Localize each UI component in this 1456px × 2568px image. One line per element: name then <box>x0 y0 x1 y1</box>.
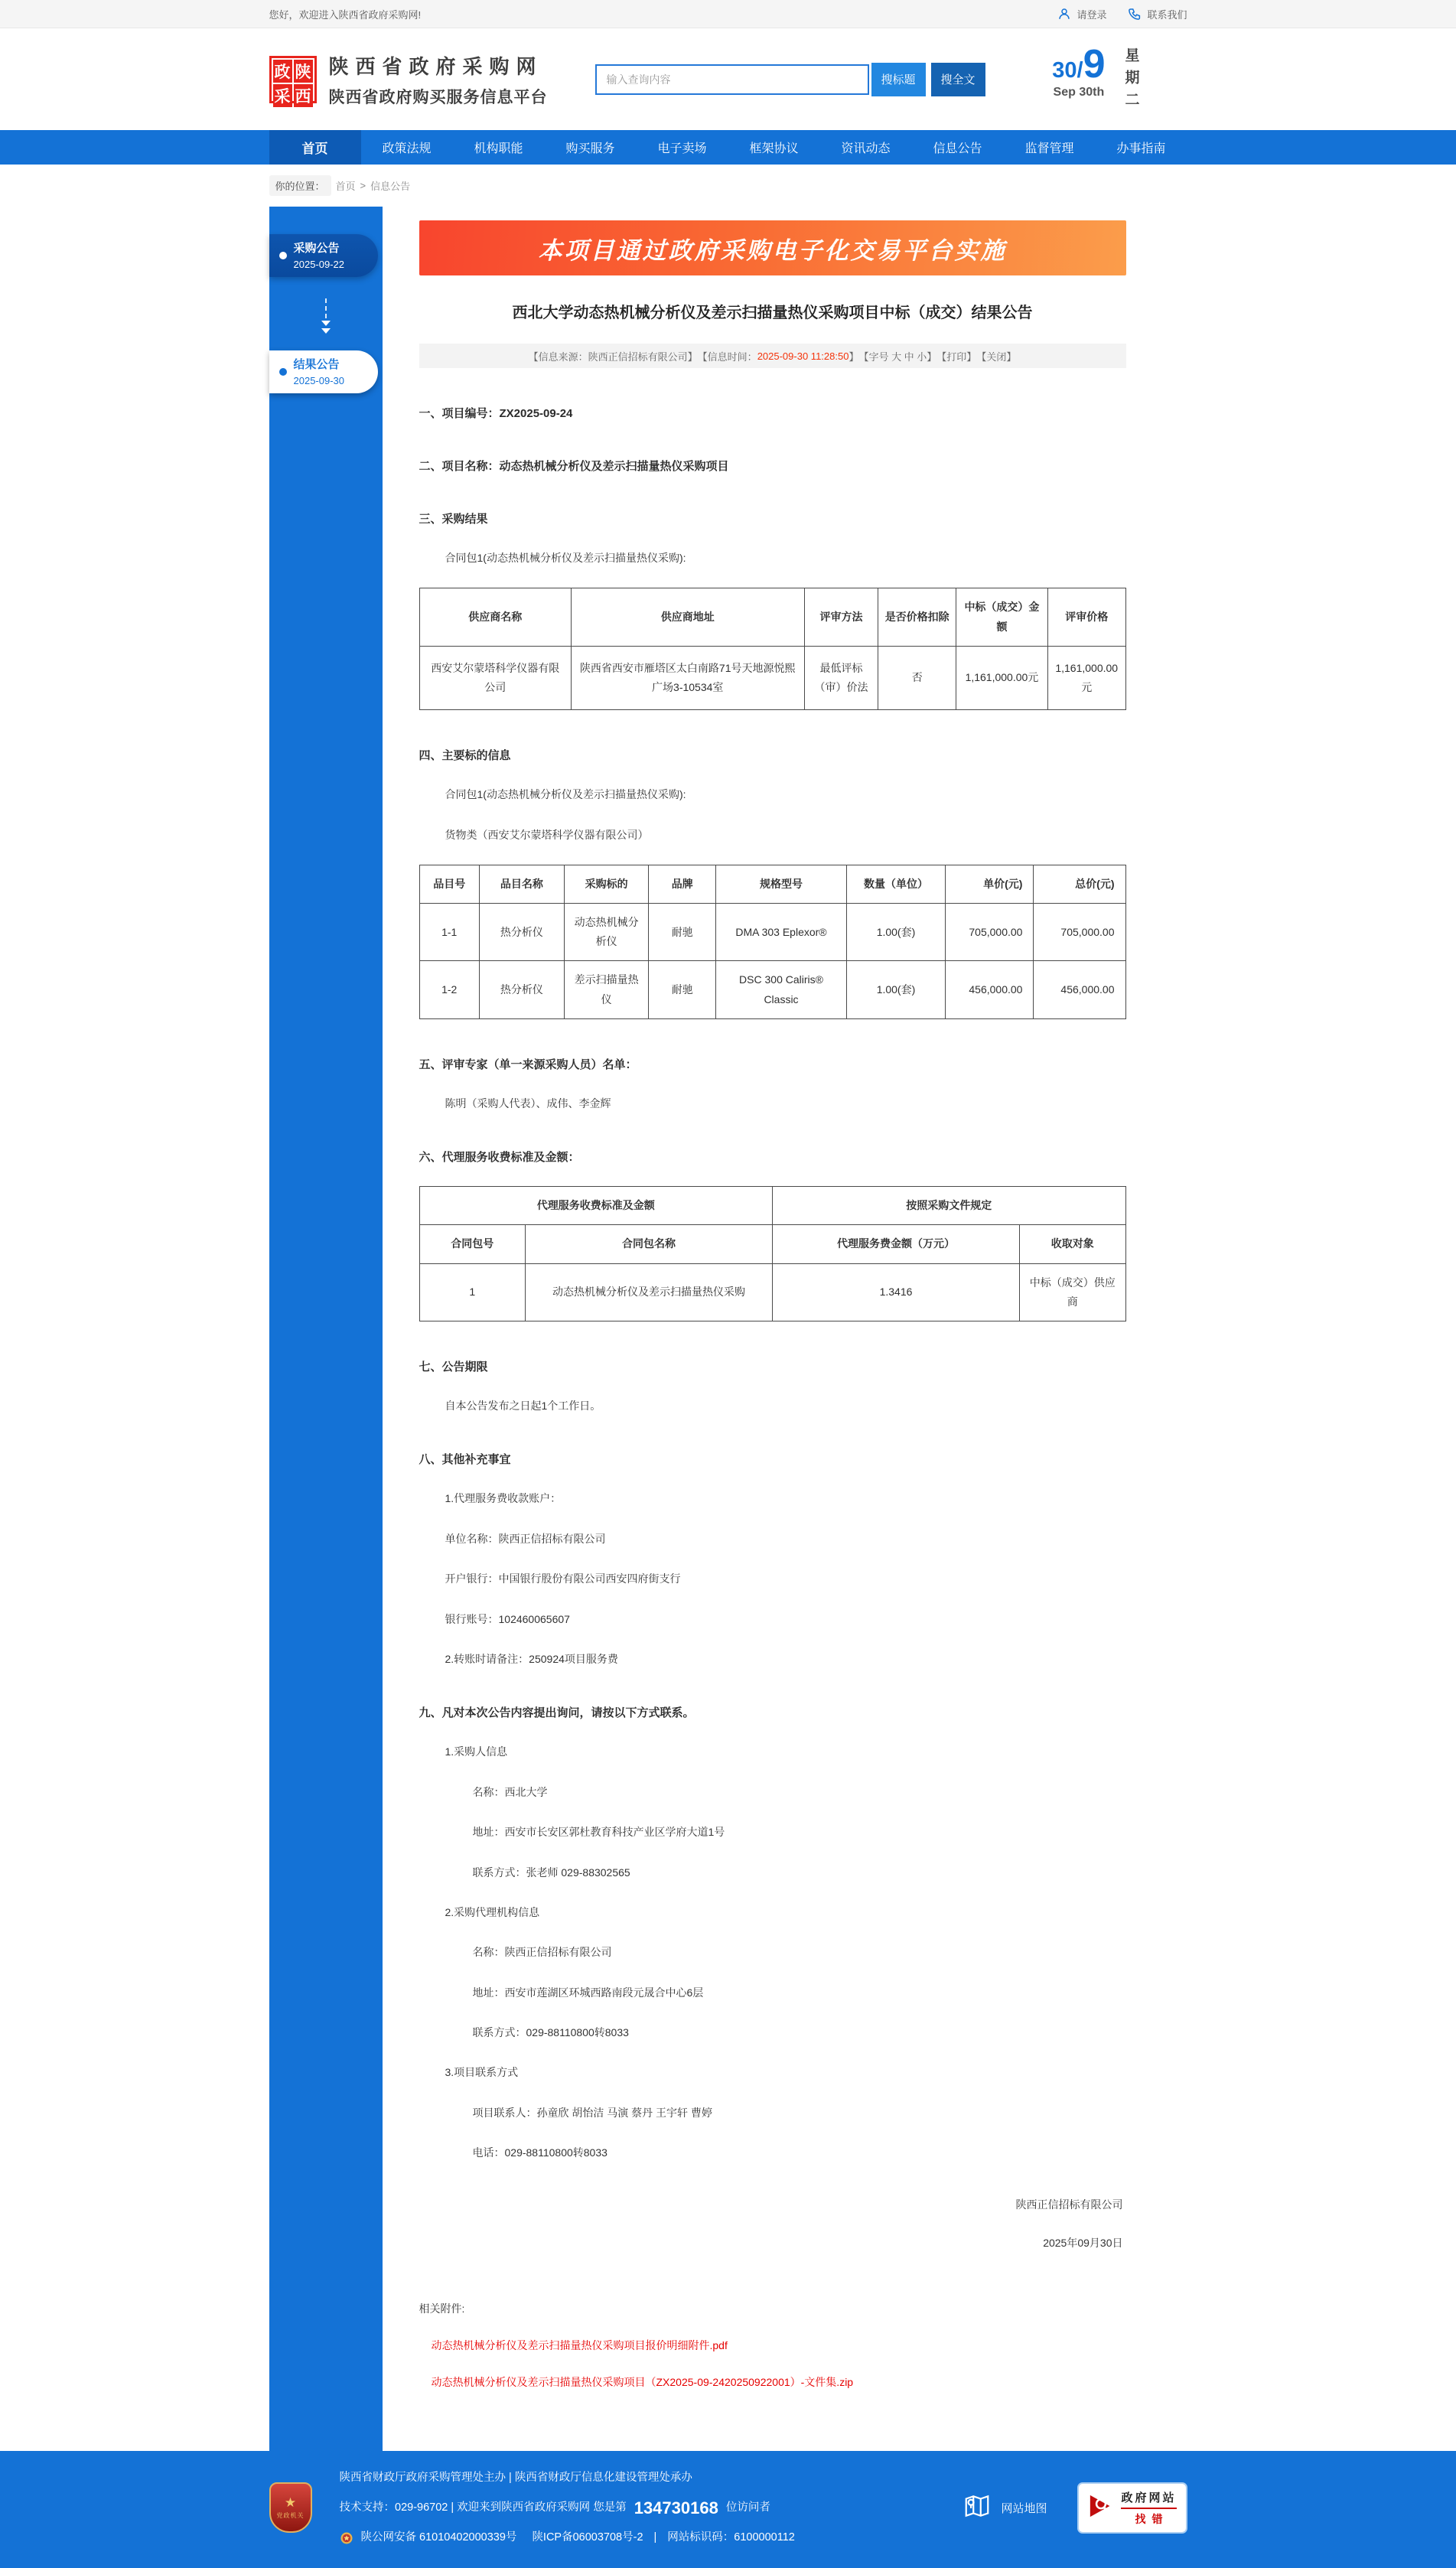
table-cell: 西安艾尔蒙塔科学仪器有限公司 <box>419 646 571 709</box>
date-numbers <box>1052 44 1105 84</box>
error-finder-icon <box>1088 2493 1114 2523</box>
experts-list: 陈明（采购人代表）、成伟、李金辉 <box>445 1097 611 1110</box>
header <box>0 28 1456 130</box>
nav-item-policies[interactable]: 政策法规 <box>382 142 432 155</box>
attachments <box>419 2301 1126 2390</box>
table-header-cell: 评审方法 <box>804 588 878 646</box>
sitemap-link[interactable] <box>963 2491 1047 2524</box>
logo-char: 采 <box>273 84 292 107</box>
table-header-cell: 评审价格 <box>1047 588 1125 646</box>
logo-char: 政 <box>273 60 292 83</box>
logo-char: 西 <box>294 84 313 107</box>
supplement-line: 银行账号：102460065607 <box>445 1612 570 1625</box>
weekday-text: 星期二 <box>1122 47 1139 114</box>
table-cell: 耐驰 <box>649 961 716 1018</box>
footer-support-text: 技术支持：029-96702 | 欢迎来到陕西省政府采购网 您是第 <box>339 2501 627 2514</box>
items-table <box>419 865 1126 1019</box>
user-icon <box>1057 7 1071 21</box>
table-header-cell: 品牌 <box>649 865 716 903</box>
footer-divider: | <box>653 2531 657 2544</box>
meta-time-prefix: 【信息时间： <box>697 350 757 363</box>
table-cell: 1.00(套) <box>846 961 945 1018</box>
date-month: 9 <box>1083 42 1106 86</box>
date-english: Sep 30th <box>1053 86 1105 99</box>
table-header-cell: 代理服务收费标准及金额 <box>419 1187 772 1225</box>
table-cell: 热分析仪 <box>479 961 564 1018</box>
step-date: 2025-09-22 <box>293 258 344 270</box>
search-input[interactable] <box>595 64 869 95</box>
section-project-number: 一、项目编号：ZX2025-09-24 <box>419 407 573 420</box>
police-emblem-icon <box>340 2531 353 2545</box>
meta-time-suffix: 】 <box>849 350 859 363</box>
contact-link[interactable] <box>1128 7 1187 21</box>
footer-right <box>963 2482 1187 2534</box>
section-contact-title: 九、凡对本次公告内容提出询问，请按以下方式联系。 <box>419 1706 695 1720</box>
supplier-table <box>419 588 1126 710</box>
error-badge-divider <box>1121 2508 1176 2509</box>
table-cell: 456,000.00 <box>946 961 1034 1018</box>
footer-visitor-suffix: 位访问者 <box>725 2501 770 2514</box>
table-header-row <box>419 588 1125 646</box>
contact-line: 地址：西安市莲湖区环城西路南段元晟合中心6层 <box>472 1986 704 1999</box>
main-nav <box>0 130 1456 165</box>
section-subject-info-title: 四、主要标的信息 <box>419 749 511 763</box>
nav-item-supervision[interactable]: 监督管理 <box>1024 142 1074 155</box>
contact-label: 联系我们 <box>1147 8 1187 21</box>
attachment-link-pdf[interactable]: 动态热机械分析仪及差示扫描量热仪采购项目报价明细附件.pdf <box>431 2338 728 2351</box>
contact-line: 名称：陕西正信招标有限公司 <box>472 1946 612 1959</box>
nav-item-news[interactable]: 资讯动态 <box>841 142 891 155</box>
section-notice-period-title: 七、公告期限 <box>419 1361 488 1374</box>
section-supplement-title: 八、其他补充事宜 <box>419 1453 511 1467</box>
table-header-row <box>419 865 1125 903</box>
table-cell: 陕西省西安市雁塔区太白南路71号天地源悦熙广场3-10534室 <box>571 646 804 709</box>
contact-line: 电话：029-88110800转8033 <box>472 2146 607 2159</box>
meta-source: 【信息来源：陕西正信招标有限公司】 <box>528 350 698 363</box>
table-cell: DSC 300 Caliris® Classic <box>716 961 847 1018</box>
signature-company: 陕西正信招标有限公司 <box>1015 2198 1123 2211</box>
main-area <box>269 207 1187 2451</box>
table-cell: 耐驰 <box>649 904 716 961</box>
party-government-badge-icon <box>269 2482 312 2533</box>
supplement-line: 1.代理服务费收款账户： <box>445 1492 562 1505</box>
article-title: 西北大学动态热机械分析仪及差示扫描量热仪采购项目中标（成交）结果公告 <box>512 305 1033 321</box>
table-header-cell: 单价(元) <box>946 865 1034 903</box>
table-cell: 705,000.00 <box>1034 904 1125 961</box>
contact-line: 2.采购代理机构信息 <box>445 1905 540 1918</box>
section-agency-fee-title: 六、代理服务收费标准及金额： <box>419 1151 580 1165</box>
site-code: 网站标识码：6100000112 <box>667 2531 795 2544</box>
article-content <box>383 207 1187 2451</box>
table-cell: 热分析仪 <box>479 904 564 961</box>
package-line: 合同包1(动态热机械分析仪及差示扫描量热仪采购): <box>445 788 686 801</box>
close-button[interactable]: 【关闭】 <box>976 350 1017 363</box>
table-row <box>419 646 1125 709</box>
table-row <box>419 904 1125 961</box>
contact-line: 联系方式：张老师 029-88302565 <box>472 1866 630 1879</box>
table-cell: 中标（成交）供应商 <box>1020 1263 1125 1321</box>
supplement-line: 2.转账时请备注：250924项目服务费 <box>445 1652 618 1665</box>
nav-item-framework[interactable]: 框架协议 <box>749 142 799 155</box>
article-meta-bar <box>419 344 1126 368</box>
table-header-cell: 代理服务费金额（万元） <box>772 1225 1019 1263</box>
contact-line: 3.项目联系方式 <box>445 2066 519 2079</box>
date-day: 30/ <box>1052 58 1083 83</box>
table-cell: 1,161,000.00元 <box>1047 646 1125 709</box>
timeline-step-procurement-notice[interactable] <box>269 234 378 277</box>
table-cell: 456,000.00 <box>1034 961 1125 1018</box>
attachment-link-zip[interactable]: 动态热机械分析仪及差示扫描量热仪采购项目（ZX2025-09-2420250922001）-文件集.zip <box>431 2375 854 2388</box>
table-cell: 动态热机械分析仪 <box>564 904 649 961</box>
timeline-sidebar <box>269 207 383 2451</box>
breadcrumb-home-link[interactable]: 首页 <box>335 181 356 192</box>
nav-item-announcements[interactable]: 信息公告 <box>933 142 982 155</box>
search-title-button[interactable]: 搜标题 <box>871 63 926 96</box>
platform-banner: 本项目通过政府采购电子化交易平台实施 <box>419 220 1126 275</box>
site-title: 陕西省政府采购网 <box>328 54 543 78</box>
table-header-cell: 数量（单位） <box>846 865 945 903</box>
visitor-count: 134730168 <box>634 2498 718 2517</box>
error-badge-line1: 政府网站 <box>1121 2491 1177 2504</box>
signature-date: 2025年09月30日 <box>1043 2236 1123 2249</box>
contact-line: 地址：西安市长安区郭杜教育科技产业区学府大道1号 <box>472 1826 725 1839</box>
site-subtitle: 陕西省政府购买服务信息平台 <box>328 88 548 106</box>
breadcrumb-separator: > <box>360 180 366 191</box>
contact-line: 1.采购人信息 <box>445 1745 508 1758</box>
meta-time-value: 2025-09-30 11:28:50 <box>757 350 849 362</box>
map-icon <box>963 2491 992 2524</box>
badge-star-icon: ★ <box>284 2495 297 2510</box>
supplement-line: 单位名称：陕西正信招标有限公司 <box>445 1532 606 1545</box>
welcome-text: 您好，欢迎进入陕西省政府采购网! <box>269 8 422 21</box>
top-bar <box>0 0 1456 28</box>
error-badge-texts <box>1121 2489 1176 2527</box>
table-row <box>419 961 1125 1018</box>
table-cell: 最低评标（审）价法 <box>804 646 878 709</box>
table-header-cell: 总价(元) <box>1034 865 1125 903</box>
category-line: 货物类（西安艾尔蒙塔科学仪器有限公司） <box>445 828 649 841</box>
signature-block <box>419 2197 1126 2250</box>
table-group-header-row <box>419 1187 1125 1225</box>
footer-text-lines <box>340 2469 795 2547</box>
table-cell: DMA 303 Eplexor® <box>716 904 847 961</box>
nav-item-home[interactable]: 首页 <box>269 130 361 165</box>
contact-line: 联系方式：029-88110800转8033 <box>472 2026 629 2039</box>
step-label: 结果公告 <box>293 357 340 371</box>
notice-period-body: 自本公告发布之日起1个工作日。 <box>445 1400 601 1412</box>
step-dot <box>279 368 287 376</box>
table-header-cell: 合同包号 <box>419 1225 525 1263</box>
nav-item-e-market[interactable]: 电子卖场 <box>657 142 707 155</box>
breadcrumb <box>0 165 1456 207</box>
attachments-title: 相关附件: <box>419 2302 465 2315</box>
section-experts-title: 五、评审专家（单一来源采购人员）名单： <box>419 1058 637 1071</box>
table-cell: 1,161,000.00元 <box>956 646 1047 709</box>
table-header-cell: 是否价格扣除 <box>878 588 956 646</box>
table-header-cell: 供应商名称 <box>419 588 571 646</box>
table-cell: 1 <box>419 1263 525 1321</box>
table-header-cell: 规格型号 <box>716 865 847 903</box>
font-size-controls[interactable]: 【字号 大 中 小】 <box>858 350 937 363</box>
table-cell: 1-2 <box>419 961 479 1018</box>
login-label: 请登录 <box>1077 8 1107 21</box>
package-line: 合同包1(动态热机械分析仪及差示扫描量热仪采购): <box>445 552 686 564</box>
breadcrumb-label: 你的位置： <box>269 175 331 196</box>
table-header-cell: 收取对象 <box>1020 1225 1125 1263</box>
topbar-right <box>1057 7 1187 21</box>
step-label: 采购公告 <box>293 241 340 255</box>
table-cell: 动态热机械分析仪及差示扫描量热仪采购 <box>525 1263 772 1321</box>
table-cell: 705,000.00 <box>946 904 1034 961</box>
table-header-cell: 按照采购文件规定 <box>772 1187 1125 1225</box>
table-header-cell: 品目号 <box>419 865 479 903</box>
step-date: 2025-09-30 <box>293 374 344 386</box>
footer-line-visitors <box>340 2495 795 2521</box>
date-left <box>1052 44 1105 99</box>
contact-line: 名称：西北大学 <box>472 1785 548 1798</box>
footer <box>0 2451 1456 2568</box>
table-header-cell: 合同包名称 <box>525 1225 772 1263</box>
table-cell: 差示扫描量热仪 <box>564 961 649 1018</box>
table-header-cell: 中标（成交）金额 <box>956 588 1047 646</box>
table-cell: 否 <box>878 646 956 709</box>
contact-line: 项目联系人：孙童欣 胡怡洁 马演 蔡丹 王宇轩 曹婷 <box>472 2106 712 2119</box>
breadcrumb-current[interactable]: 信息公告 <box>370 181 411 192</box>
site-titles <box>329 51 548 108</box>
table-cell: 1-1 <box>419 904 479 961</box>
badge-text: 党政机关 <box>276 2511 305 2519</box>
logo-char: 陕 <box>294 60 313 83</box>
table-header-cell: 采购标的 <box>564 865 649 903</box>
timeline-step-result-notice[interactable] <box>269 350 378 393</box>
logo-seal-grid <box>272 58 314 106</box>
sitemap-label: 网站地图 <box>1001 2501 1047 2515</box>
icp-record-link[interactable]: 陕ICP备06003708号-2 <box>532 2531 643 2544</box>
step-dot <box>279 252 287 259</box>
timeline-arrow-icon <box>269 298 383 334</box>
search-area <box>595 63 985 96</box>
phone-icon <box>1128 7 1142 21</box>
login-link[interactable] <box>1057 7 1106 21</box>
table-header-cell: 供应商地址 <box>571 588 804 646</box>
agency-fee-table <box>419 1186 1126 1321</box>
table-cell: 1.3416 <box>772 1263 1019 1321</box>
error-badge-line2: 找错 <box>1135 2512 1169 2525</box>
search-fulltext-button[interactable]: 搜全文 <box>931 63 985 96</box>
footer-line-registration <box>340 2529 795 2547</box>
supplement-line: 开户银行：中国银行股份有限公司西安四府街支行 <box>445 1572 681 1585</box>
date-widget <box>1052 44 1187 114</box>
nav-item-purchase-services[interactable]: 购买服务 <box>565 142 615 155</box>
section-project-name: 二、项目名称：动态热机械分析仪及差示扫描量热仪采购项目 <box>419 460 729 473</box>
public-security-record-link[interactable]: 陕公网安备 61010402000339号 <box>360 2531 517 2544</box>
site-logo[interactable] <box>269 56 317 106</box>
nav-item-functions[interactable]: 机构职能 <box>474 142 523 155</box>
footer-line-organizers: 陕西省财政厅政府采购管理处主办 | 陕西省财政厅信息化建设管理处承办 <box>339 2471 692 2484</box>
print-button[interactable]: 【打印】 <box>936 350 977 363</box>
gov-site-error-report-badge[interactable] <box>1077 2482 1187 2534</box>
table-cell: 1.00(套) <box>846 904 945 961</box>
table-header-cell: 品目名称 <box>479 865 564 903</box>
nav-item-guide[interactable]: 办事指南 <box>1116 142 1166 155</box>
table-header-row <box>419 1225 1125 1263</box>
table-row <box>419 1263 1125 1321</box>
section-procurement-result-title: 三、采购结果 <box>419 513 488 526</box>
